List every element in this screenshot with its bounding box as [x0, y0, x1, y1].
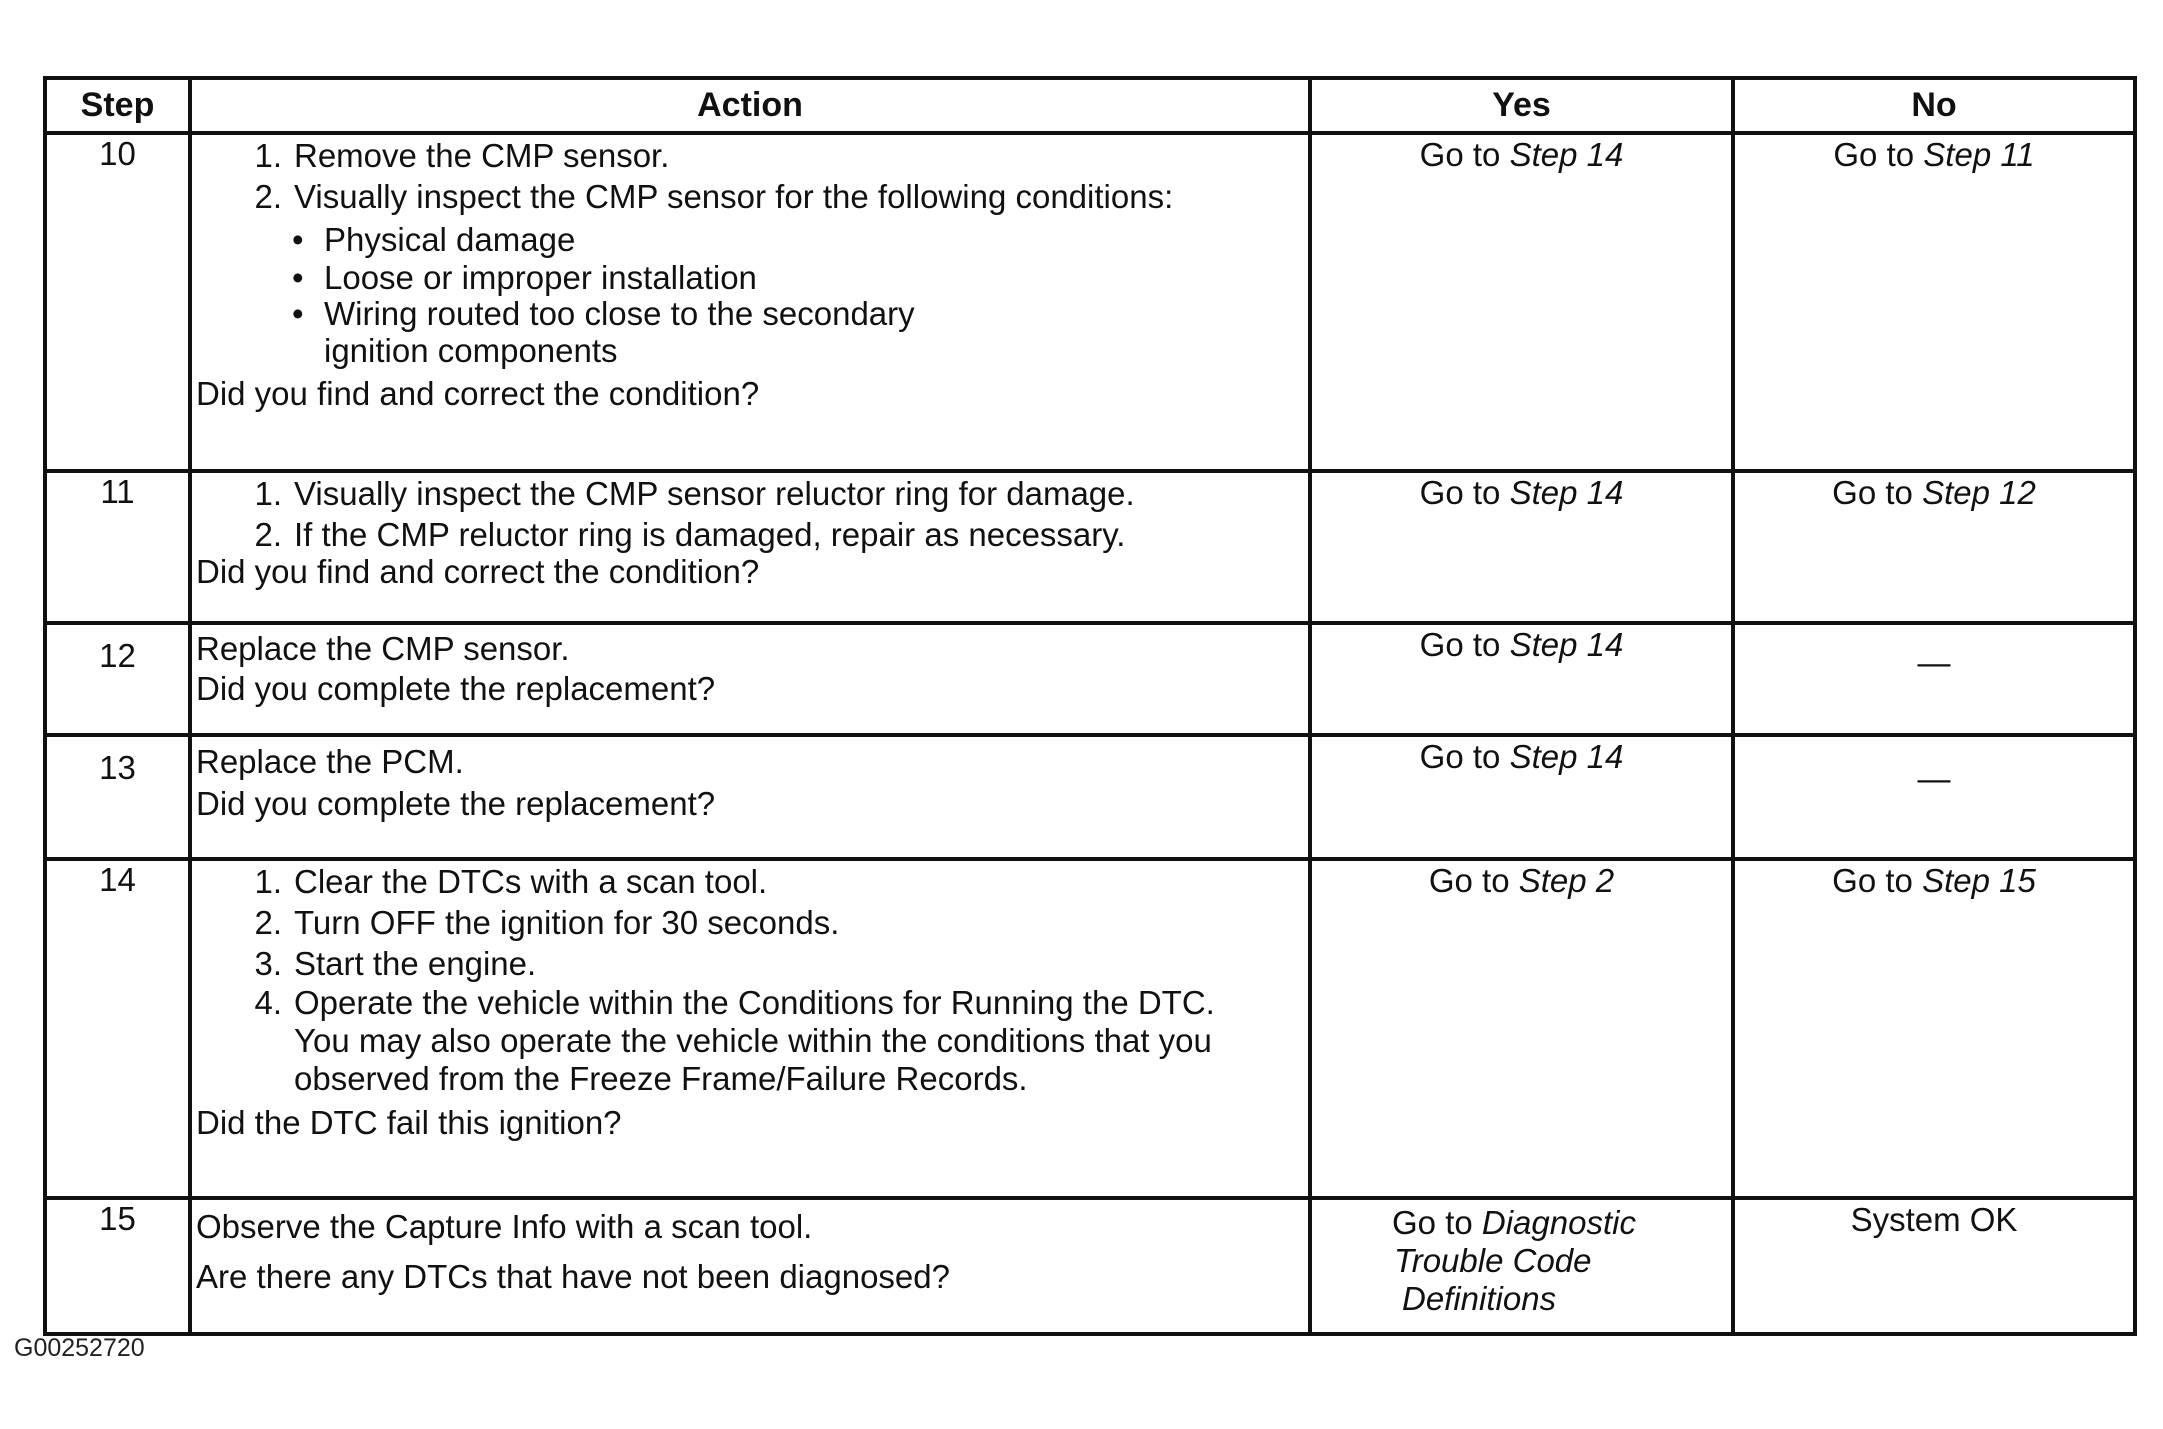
yes-goto — [1420, 626, 1624, 663]
action-item — [192, 514, 1308, 555]
action-item — [192, 861, 1308, 902]
step-number: 12 — [45, 623, 190, 735]
no-cell — [1733, 859, 2135, 1198]
bullet-text: Wiring routed too close to the secondary ignition components — [324, 295, 915, 369]
action-question: Did you find and correct the condition? — [196, 375, 760, 412]
item-number: 1. — [254, 137, 282, 174]
item-text: If the CMP reluctor ring is damaged, repair as necessary. — [294, 516, 1126, 553]
action-item — [192, 902, 1308, 943]
action-item — [192, 135, 1308, 176]
action-item — [192, 984, 1232, 1098]
action-cell — [190, 623, 1310, 735]
bullet-text: Loose or improper installation — [324, 259, 757, 296]
action-item — [192, 473, 1308, 514]
item-number: 2. — [254, 516, 282, 553]
bullet-icon: • — [292, 295, 304, 332]
step-number: 11 — [45, 471, 190, 623]
item-number: 1. — [254, 863, 282, 900]
action-cell — [190, 859, 1310, 1198]
bullet-icon: • — [292, 259, 304, 296]
goto-prefix: Go to — [1419, 136, 1501, 173]
item-text: Start the engine. — [294, 945, 537, 982]
goto-prefix: Go to — [1419, 474, 1501, 511]
item-text: Visually inspect the CMP sensor for the following conditions: — [294, 178, 1174, 215]
yes-goto-line — [1392, 1280, 1731, 1318]
action-cell — [190, 735, 1310, 859]
bullet-item — [192, 219, 1308, 260]
yes-goto — [1392, 1204, 1731, 1242]
bullet-icon: • — [292, 221, 304, 258]
goto-prefix: Go to — [1419, 738, 1501, 775]
action-question: Did you complete the replacement? — [196, 670, 716, 707]
action-question: Are there any DTCs that have not been diagnosed? — [196, 1258, 950, 1295]
action-item — [192, 176, 1308, 217]
yes-cell — [1310, 623, 1733, 735]
yes-goto-line — [1392, 1242, 1731, 1280]
goto-target: Step 14 — [1509, 474, 1624, 511]
goto-target: Step 2 — [1518, 862, 1615, 899]
figure-id: G00252720 — [14, 1334, 145, 1362]
table-row — [45, 623, 2135, 735]
goto-target: Step 14 — [1509, 738, 1624, 775]
goto-prefix: Go to — [1419, 626, 1501, 663]
no-cell — [1733, 133, 2135, 471]
step-number: 15 — [45, 1198, 190, 1334]
goto-target: Step 12 — [1922, 474, 2036, 511]
action-question: Did you complete the replacement? — [196, 785, 716, 822]
goto-prefix: Go to — [1428, 862, 1510, 899]
no-dash: — — [1917, 760, 1951, 797]
yes-goto — [1420, 738, 1624, 775]
goto-target: Step 14 — [1509, 136, 1624, 173]
no-cell — [1733, 735, 2135, 859]
action-question: Did the DTC fail this ignition? — [196, 1104, 622, 1141]
yes-cell — [1310, 133, 1733, 471]
diagnostic-table — [43, 76, 2137, 1336]
no-result: System OK — [1850, 1201, 2018, 1238]
item-number: 4. — [254, 984, 282, 1021]
goto-target: Diagnostic — [1481, 1204, 1636, 1241]
goto-target: Definitions — [1402, 1280, 1557, 1317]
header-step: Step — [45, 78, 190, 133]
table-row — [45, 471, 2135, 623]
action-cell — [190, 1198, 1310, 1334]
yes-cell — [1310, 735, 1733, 859]
no-cell — [1733, 623, 2135, 735]
action-question: Did you find and correct the condition? — [196, 553, 760, 590]
action-item — [192, 943, 1308, 984]
no-dash: — — [1917, 644, 1951, 681]
step-number: 13 — [45, 735, 190, 859]
item-number: 2. — [254, 904, 282, 941]
step-number: 14 — [45, 859, 190, 1198]
no-cell — [1733, 1198, 2135, 1334]
yes-cell — [1310, 1198, 1733, 1334]
yes-goto — [1429, 862, 1614, 899]
no-goto — [1832, 862, 2036, 899]
goto-target: Step 15 — [1922, 862, 2036, 899]
yes-goto — [1420, 136, 1624, 173]
item-text: Operate the vehicle within the Conditions for Running the DTC. You may also operate the vehicle within the conditions that you observed from the Freeze Frame/Failure Records. — [294, 984, 1215, 1097]
yes-cell — [1310, 859, 1733, 1198]
header-action: Action — [190, 78, 1310, 133]
action-cell — [190, 471, 1310, 623]
header-row — [45, 78, 2135, 133]
goto-prefix: Go to — [1832, 862, 1913, 899]
item-text: Clear the DTCs with a scan tool. — [294, 863, 768, 900]
action-cell — [190, 133, 1310, 471]
action-text: Observe the Capture Info with a scan tool. — [196, 1208, 813, 1245]
item-text: Turn OFF the ignition for 30 seconds. — [294, 904, 840, 941]
bullet-item — [192, 257, 1308, 298]
yes-goto — [1420, 474, 1624, 511]
item-text: Remove the CMP sensor. — [294, 137, 670, 174]
action-text: Replace the PCM. — [196, 743, 464, 780]
goto-target: Step 11 — [1923, 136, 2035, 173]
goto-prefix: Go to — [1392, 1204, 1473, 1241]
table-row — [45, 735, 2135, 859]
header-no: No — [1733, 78, 2135, 133]
no-goto — [1833, 136, 2034, 173]
goto-prefix: Go to — [1833, 136, 1915, 173]
bullet-item — [192, 295, 1022, 369]
no-cell — [1733, 471, 2135, 623]
header-yes: Yes — [1310, 78, 1733, 133]
goto-target: Trouble Code — [1394, 1242, 1592, 1279]
action-text: Replace the CMP sensor. — [196, 630, 570, 667]
item-number: 3. — [254, 945, 282, 982]
bullet-text: Physical damage — [324, 221, 576, 258]
table-row — [45, 1198, 2135, 1334]
yes-cell — [1310, 471, 1733, 623]
no-goto — [1832, 474, 2036, 511]
table-row — [45, 859, 2135, 1198]
item-number: 2. — [254, 178, 282, 215]
goto-target: Step 14 — [1509, 626, 1624, 663]
item-number: 1. — [254, 475, 282, 512]
step-number: 10 — [45, 133, 190, 471]
item-text: Visually inspect the CMP sensor reluctor ring for damage. — [294, 475, 1135, 512]
table-row — [45, 133, 2135, 471]
goto-prefix: Go to — [1832, 474, 1913, 511]
